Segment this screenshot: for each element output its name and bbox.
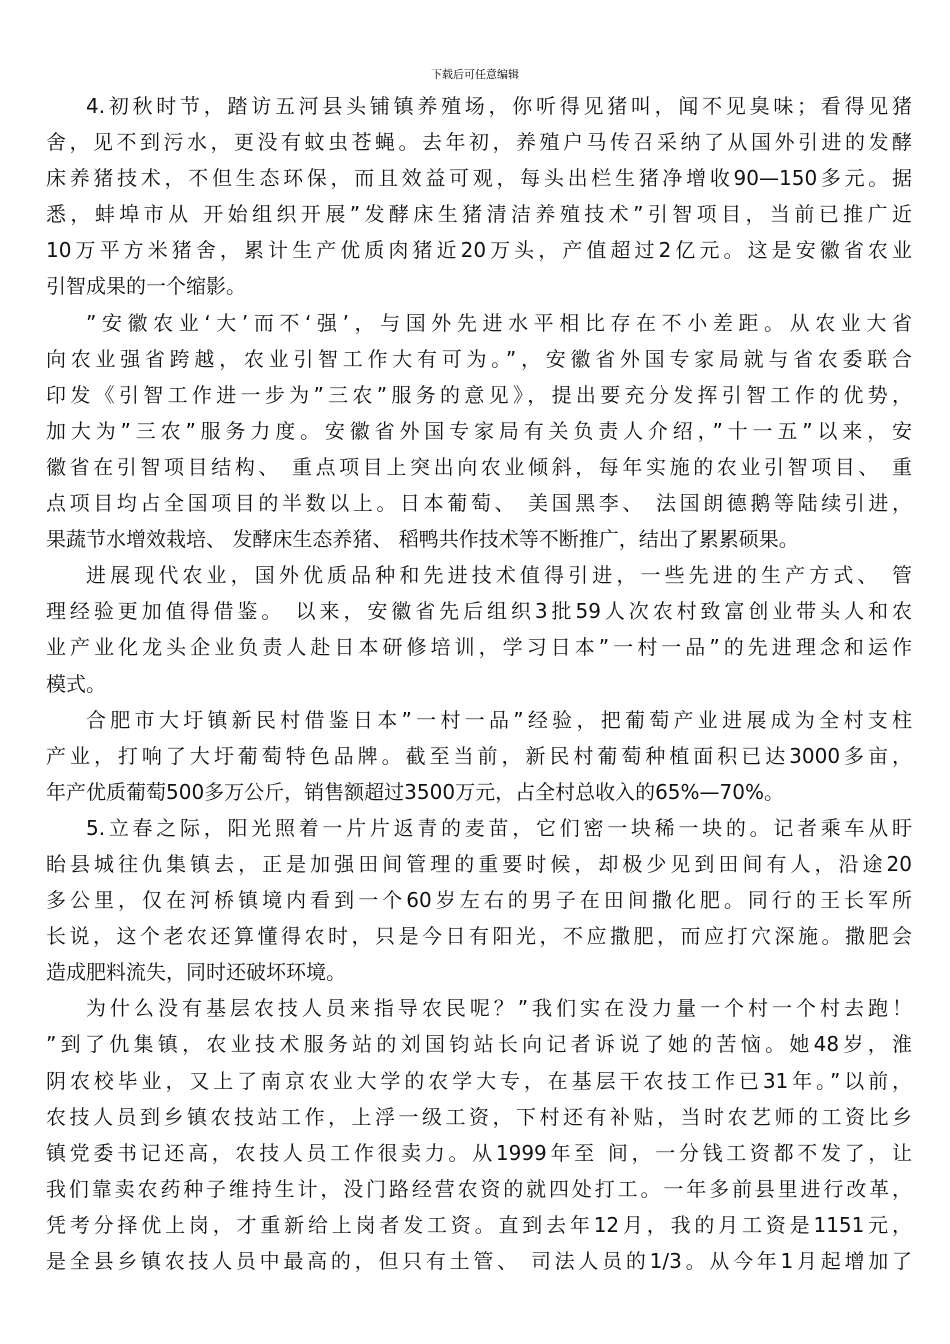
text-line: 舍，见不到污水，更没有蚊虫苍蝇。去年初，养殖户马传召采纳了从国外引进的发酵	[46, 130, 912, 155]
paragraph	[46, 557, 912, 701]
text-line: 引智成果的一个缩影。	[46, 274, 246, 299]
text-line: 农技人员到乡镇农技站工作，上浮一级工资，下村还有补贴，当时农艺师的工资比乡	[46, 1104, 912, 1129]
text-line: 是全县乡镇农技人员中最高的，但只有土管、 司法人员的1/3。从今年1月起增加了	[46, 1249, 912, 1273]
text-line: 悉，蚌埠市从 开始组织开展”发酵床生猪清洁养殖技术”引智项目，当前已推广近	[46, 202, 912, 227]
text-line: 多公里，仅在河桥镇境内看到一个60岁左右的男子在田间撒化肥。同行的王长军所	[46, 888, 912, 913]
text-line: 造成肥料流失，同时还破坏环境。	[46, 960, 346, 985]
text-line: 理经验更加值得借鉴。 以来，安徽省先后组织3批59人次农村致富创业带头人和农	[46, 599, 912, 624]
document-body	[46, 88, 912, 1279]
text-line: 徽省在引智项目结构、 重点项目上突出向农业倾斜，每年实施的农业引智项目、 重	[46, 454, 912, 479]
text-line: 4.初秋时节，踏访五河县头铺镇养殖场，你听得见猪叫，闻不见臭味；看得见猪	[86, 94, 912, 118]
text-line: 产业，打响了大圩葡萄特色品牌。截至当前，新民村葡萄种植面积已达3000多亩，	[46, 743, 912, 768]
text-line: 10万平方米猪舍，累计生产优质肉猪近20万头，产值超过2亿元。这是安徽省农业	[46, 238, 912, 263]
paragraph	[46, 305, 912, 558]
page-header: 下载后可任意编辑	[431, 68, 519, 81]
text-line: 点项目均占全国项目的半数以上。日本葡萄、 美国黑李、 法国朗德鹅等陆续引进，	[46, 491, 912, 516]
text-line: 模式。	[46, 671, 106, 696]
text-line: 长说，这个老农还算懂得农时，只是今日有阳光，不应撒肥，而应打穴深施。撒肥会	[46, 924, 912, 949]
text-line: 年产优质葡萄500多万公斤，销售额超过3500万元，占全村总收入的65%—70%。	[46, 779, 784, 804]
text-line: 我们靠卖农药种子维持生计，没门路经营农资的就四处打工。一年多前县里进行改革，	[46, 1176, 912, 1201]
text-line: 果蔬节水增效栽培、 发酵床生态养猪、 稻鸭共作技术等不断推广，结出了累累硕果。	[46, 527, 799, 552]
text-line: 床养猪技术，不但生态环保，而且效益可观，每头出栏生猪净增收90—150多元。据	[46, 166, 912, 191]
text-line: 凭考分择优上岗，才重新给上岗者发工资。直到去年12月，我的月工资是1151元，	[46, 1212, 912, 1237]
paragraph	[46, 88, 912, 305]
text-line: 为什么没有基层农技人员来指导农民呢？”我们实在没力量一个村一个村去跑！	[86, 996, 912, 1021]
text-line: 进展现代农业，国外优质品种和先进技术值得引进，一些先进的生产方式、 管	[86, 563, 912, 588]
text-line: 阴农校毕业，又上了南京农业大学的农学大专，在基层干农技工作已31年。”以前，	[46, 1068, 912, 1093]
text-line: 业产业化龙头企业负责人赴日本研修培训，学习日本”一村一品”的先进理念和运作	[46, 635, 912, 660]
text-line: 合肥市大圩镇新民村借鉴日本”一村一品”经验，把葡萄产业进展成为全村支柱	[86, 707, 912, 732]
text-line: 镇党委书记还高，农技人员工作很卖力。从1999年至 间，一分钱工资都不发了，让	[46, 1140, 912, 1165]
text-line: 印发《引智工作进一步为”三农”服务的意见》，提出要充分发挥引智工作的优势，	[46, 382, 912, 407]
paragraph	[46, 990, 912, 1279]
text-line: 眙县城往仇集镇去，正是加强田间管理的重要时候，却极少见到田间有人，沿途20	[46, 851, 912, 876]
text-line: 向农业强省跨越，农业引智工作大有可为。”，安徽省外国专家局就与省农委联合	[46, 346, 912, 371]
text-line: 5.立春之际，阳光照着一片片返青的麦苗，它们密一块稀一块的。记者乘车从盱	[86, 815, 912, 840]
text-line: ”安徽农业‘大’而不‘强’，与国外先进水平相比存在不小差距。从农业大省	[86, 310, 912, 335]
text-line: 加大为”三农”服务力度。安徽省外国专家局有关负责人介绍，”十一五”以来，安	[46, 418, 912, 443]
text-line: ”到了仇集镇，农业技术服务站的刘国钧站长向记者诉说了她的苦恼。她48岁，淮	[46, 1032, 912, 1057]
paragraph	[46, 810, 912, 990]
paragraph	[46, 702, 912, 810]
